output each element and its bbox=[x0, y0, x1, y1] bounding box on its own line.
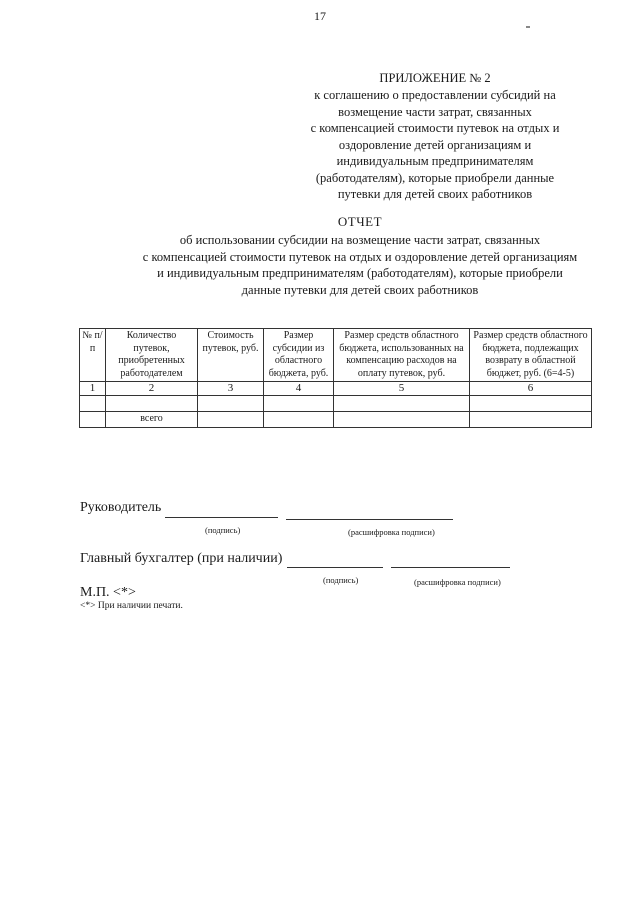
accountant-decode-line bbox=[391, 567, 510, 568]
head-decode-line bbox=[286, 519, 453, 520]
table-cell bbox=[106, 396, 198, 412]
table-cell bbox=[80, 412, 106, 428]
head-label: Руководитель bbox=[80, 500, 162, 515]
header-cell-used-funds: Размер средств областного бюджета, использованных на компенсацию расходов на оплату путевок, руб. bbox=[334, 329, 470, 382]
appendix-subtitle bbox=[285, 87, 585, 203]
table-cell bbox=[470, 396, 592, 412]
head-signature-caption: (подпись) bbox=[205, 525, 241, 535]
header-cell-cost: Стоимость путевок, руб. bbox=[198, 329, 264, 382]
header-cell-return-funds: Размер средств областного бюджета, подлежащих возврату в областной бюджет, руб. (6=4-5) bbox=[470, 329, 592, 382]
report-description bbox=[60, 232, 640, 298]
table-cell bbox=[334, 412, 470, 428]
report-line: об использовании субсидии на возмещение части затрат, связанных bbox=[179, 233, 541, 247]
accountant-decode-caption: (расшифровка подписи) bbox=[414, 577, 501, 587]
head-signature-line bbox=[165, 517, 278, 518]
header-cell-number: № п/п bbox=[80, 329, 106, 382]
page-number: 17 bbox=[314, 9, 326, 23]
header-cell-subsidy: Размер субсидии из областного бюджета, руб. bbox=[264, 329, 334, 382]
appendix-line: путевки для детей своих работников bbox=[337, 187, 533, 201]
column-number: 6 bbox=[470, 382, 592, 396]
table-cell bbox=[80, 396, 106, 412]
table-cell bbox=[470, 412, 592, 428]
appendix-line: (работодателям), которые приобрели данные bbox=[315, 170, 555, 185]
column-number: 5 bbox=[334, 382, 470, 396]
table-header-row bbox=[80, 329, 592, 382]
table-cell bbox=[198, 412, 264, 428]
table-cell bbox=[264, 412, 334, 428]
column-number: 4 bbox=[264, 382, 334, 396]
table-cell bbox=[264, 396, 334, 412]
appendix-line: возмещение части затрат, связанных bbox=[338, 104, 532, 119]
appendix-line: с компенсацией стоимости путевок на отдых и bbox=[310, 121, 560, 135]
report-line: и индивидуальным предпринимателям (работодателям), которые приобрели bbox=[157, 266, 563, 280]
table-cell bbox=[334, 396, 470, 412]
accountant-signature-line bbox=[287, 567, 383, 568]
report-line: с компенсацией стоимости путевок на отдых и оздоровление детей организациям bbox=[142, 249, 578, 264]
head-decode-caption: (расшифровка подписи) bbox=[348, 527, 435, 537]
appendix-title: ПРИЛОЖЕНИЕ № 2 bbox=[379, 71, 491, 85]
appendix-line: к соглашению о предоставлении субсидий на bbox=[314, 88, 556, 102]
appendix-line: оздоровление детей организациям и bbox=[338, 137, 532, 152]
accountant-signature-caption: (подпись) bbox=[323, 575, 359, 585]
report-title: ОТЧЕТ bbox=[337, 214, 383, 229]
table-total-row bbox=[80, 412, 592, 428]
scan-mark bbox=[526, 26, 530, 28]
header-cell-quantity: Количество путевок, приобретенных работодателем bbox=[106, 329, 198, 382]
column-number: 2 bbox=[106, 382, 198, 396]
total-label: всего bbox=[106, 412, 198, 428]
stamp-footnote: <*> При наличии печати. bbox=[80, 601, 183, 611]
stamp-label: М.П. <*> bbox=[80, 585, 136, 600]
table-number-row bbox=[80, 382, 592, 396]
table-cell bbox=[198, 396, 264, 412]
accountant-label: Главный бухгалтер (при наличии) bbox=[80, 551, 283, 566]
column-number: 3 bbox=[198, 382, 264, 396]
appendix-line: индивидуальным предпринимателям bbox=[336, 154, 534, 168]
table-row bbox=[80, 396, 592, 412]
report-line: данные путевки для детей своих работников bbox=[241, 282, 479, 297]
column-number: 1 bbox=[80, 382, 106, 396]
report-table bbox=[79, 328, 592, 428]
